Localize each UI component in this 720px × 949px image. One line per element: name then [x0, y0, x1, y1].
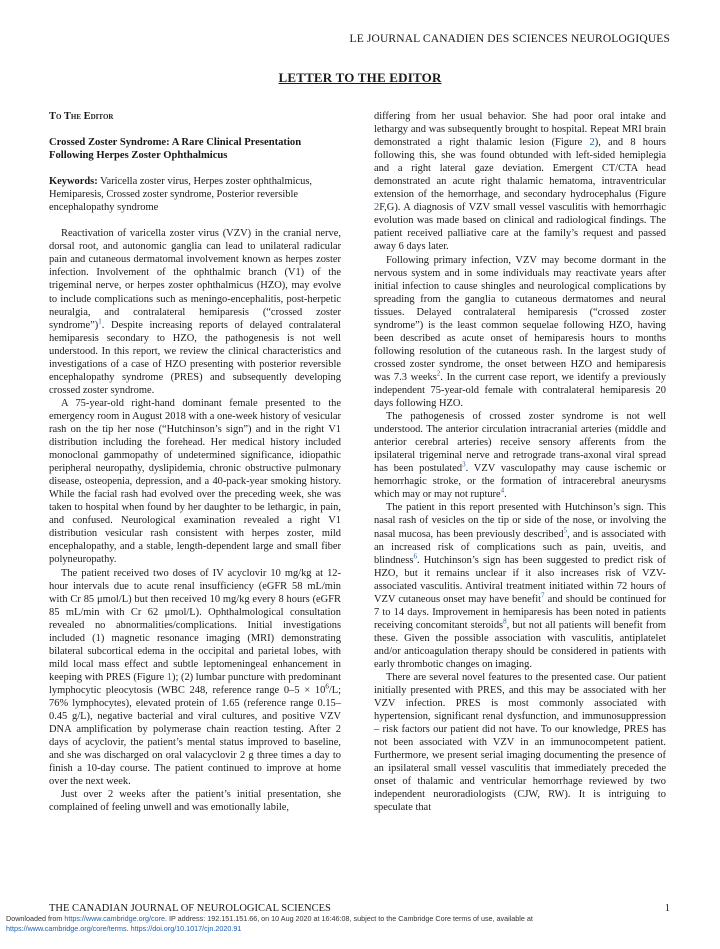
reference-link[interactable]: 1 — [98, 317, 102, 326]
keywords-text: Varicella zoster virus, Herpes zoster ophthalmicus, Hemiparesis, Crossed zoster syndrome, Posterior reversible encephalopathy syndrome — [49, 176, 312, 214]
footer-journal-name: THE CANADIAN JOURNAL OF NEUROLOGICAL SCIENCES — [49, 903, 331, 914]
paragraph-followup: Just over 2 weeks after the patient’s initial presentation, she complained of feeling unwell and was emotionally labile, — [49, 789, 341, 814]
section-title: LETTER TO THE EDITOR — [278, 70, 442, 85]
running-head: LE JOURNAL CANADIEN DES SCIENCES NEUROLOGIQUES — [349, 33, 670, 45]
paragraph-case: A 75-year-old right-hand dominant female presented to the emergency room in August 2018 with a one-week history of vesicular rash on the tip her nose (“Hutchinson’s sign”) and in the right V1 distribution including the forehead. Her medical history included monoclonal gammopathy of undetermined significance, idiopathic peripheral neuropathy, dyslipidemia, chronic obstructive pulmonary disease, osteopenia, depression, and a 40-pack-year smoking history. While the facial rash had evolved over the preceding week, she was taken to hospital when found by her daughter to be lethargic, in pain, and confused. Neurological examination revealed a right V1 distribution vesicular rash consistent with herpes zoster, mild encephalopathy, and a stable, length-dependent large and small fiber polyneuropathy. — [49, 397, 341, 566]
download-notice: Downloaded from https://www.cambridge.org/core. IP address: 192.151.151.66, on 10 Aug 2020 at 16:46:08, subject to the Cambridge Core terms of use, available at https://www.cambridge.org/core/terms. https://doi.org/10.1017/cjn.2020.91 — [6, 914, 533, 933]
reference-link[interactable]: 3 — [462, 460, 466, 469]
reference-link[interactable]: 7 — [541, 591, 545, 600]
keywords — [49, 175, 341, 214]
paragraph-hutchinson: The patient in this report presented with Hutchinson’s sign. This nasal rash of vesicles on the tip or side of the nose, or involving the nasal mucosa, has been previously described$^5$, and is associated with an increased risk of complications such as pain, uveitis, and blindness$^6$. Hutchinson’s sign has been suggested to predict risk of HZO, but it remains unclear if it also increases risk of VZV-associated vasculitis. Antiviral treatment initiated within 72 hours of VZV cutaneous onset may have benefit$^7$ and should be continued for 7 to 14 days. Improvement in hemiparesis has been noted in patients receiving concomitant steroids$^8$, but not all patients will benefit from these. Given the possible association with vasculitis, antiplatelet and/or anticoagulation therapy should be considered in patients with early thrombotic changes on imaging. — [374, 502, 667, 670]
page-number: 1 — [664, 903, 670, 914]
paragraph-pathogenesis: The pathogenesis of crossed zoster syndrome is not well understood. The anterior circulation intracranial arteries (middle and anterior cerebral arteries) receive sensory afferents from the ipsilateral trigeminal nerve and retrograde trans-axonal viral spread has been postulated$^3$. VZV vasculopathy may cause ischemic or hemorrhagic stroke, or the formation of intracerebral aneurysms which may or may not rupture$^4$. — [374, 411, 666, 501]
paragraph-intro: Reactivation of varicella zoster virus (VZV) in the cranial nerve, dorsal root, and autonomic ganglia can lead to unilateral radicular pain and cutaneous dermatomal involvement known as herpes zoster infection. Involvement of the ophthalmic branch (V1) of the trigeminal nerve, or herpes zoster ophthalmicus (HZO), may evolve to include complications such as meningo-encephalitis, post-herpetic neuralgia, and contralateral hemiparesis (“crossed zoster syndrome”)$^1$. Despite increasing reports of delayed contralateral hemiparesis secondary to HZO, the pathogenesis is not well understood. In this report, we review the clinical characteristics and investigations of a case of HZO presenting with posterior reversible encephalopathy syndrome (PRES) and subsequently developing crossed zoster syndrome. — [49, 228, 341, 396]
doi-link[interactable]: https://doi.org/10.1017/cjn.2020.91 — [130, 924, 242, 933]
paragraph-primary-infection: Following primary infection, VZV may become dormant in the nervous system and in some individuals may reactivate years after initial infection to cause shingles and neurological complications by spreading from the ganglia to cutaneous dermatomes and neural tissues. Delayed contralateral hemiparesis (“crossed zoster syndrome”) is the least common sequelae following HZO, having been described as acute onset of hemiparesis hours to months following resolution of the cutaneous rash. In the largest study of crossed zoster syndrome, the onset between HZO and hemiparesis was 7.3 weeks$^2$. In the current case report, we identify a previously independent 75-year-old female with contralateral hemiparesis 20 days following HZO. — [374, 254, 666, 410]
paragraph-novel-features: There are several novel features to the presented case. Our patient initially presented with PRES, and this may be associated with her VZV infection. PRES is most commonly associated with hypertension, significant renal dysfunction, and immunosuppression – risk factors our patient did not have. To our knowledge, PRES has not been associated with VZV in an immunocompetent patient. Furthermore, we present serial imaging documenting the presence of an ipsilateral small vessel vasculitis that immediately preceded the onset of thalamic and ventricular hemorrhage reviewed by two independent neuroradiologists (CJW, RW). It is intriguing to speculate that — [374, 672, 666, 814]
keywords-label: Keywords: — [49, 176, 98, 188]
terms-link[interactable]: https://www.cambridge.org/core/terms — [6, 924, 127, 933]
reference-link[interactable]: 2 — [436, 369, 441, 378]
paragraph-treatment: The patient received two doses of IV acyclovir 10 mg/kg at 12-hour intervals due to acute renal insufficiency (eGFR 58 mL/min with Cr 85 μmol/L) but then received 10 mg/kg every 8 hours (eGFR 85 mL/min with Cr 62 μmol/L). Ophthalmological consultation revealed no abnormalities/complications. Initial investigations included (1) magnetic resonance imaging (MRI) demonstrating bilateral subcortical edema in the occipital and parietal lobes, with mild local mass effect and subtle leptomeningeal enhancement in keeping with PRES (Figure 1); (2) lumbar puncture with predominant lymphocytic pleocytosis (WBC 248, reference range $0-5 \times 10^6/L$; 76% lymphocytes), elevated protein of 1.65 (reference range 0.15–0.45 g/L), negative bacterial and viral cultures, and positive VZV DNA amplification by polymerase chain reaction testing. After 2 days of acyclovir, the patient’s mental status improved to baseline, and she was discharged on oral valacyclovir 2 g three times a day to finish a 10-day course. The patient continued to improve at home over the next week. — [49, 567, 341, 788]
reference-link[interactable]: 6 — [413, 552, 417, 561]
superscript: 6 — [325, 682, 329, 691]
figure-link[interactable]: 2 — [589, 137, 595, 149]
left-column — [49, 110, 341, 814]
figure-link[interactable]: 2 — [374, 202, 380, 214]
reference-link[interactable]: 4 — [500, 486, 505, 495]
paragraph-continued: differing from her usual behavior. She had poor oral intake and lethargy and was subsequently brought to hospital. Repeat MRI brain demonstrated a right thalamic lesion (Figure 2), and 8 hours following this, she was found obtunded with left-sided hemiplegia and a right lateral gaze deviation. Emergent CT/CTA head demonstrated an acute right thalamic hematoma, intraventricular extension of the hemorrhage, and secondary hydrocephalus (Figure 2F,G). A diagnosis of VZV small vessel vasculitis with hemorrhagic evolution was made based on clinical and radiological findings. The patient received palliative care at the family’s request and passed away 6 days later. — [374, 111, 666, 253]
article-title: Crossed Zoster Syndrome: A Rare Clinical Presentation Following Herpes Zoster Ophthalmicus — [49, 137, 302, 162]
reference-link[interactable]: 8 — [503, 617, 507, 626]
to-the-editor-heading: To The Editor — [49, 111, 114, 122]
cambridge-core-link[interactable]: https://www.cambridge.org/core — [64, 914, 166, 923]
reference-link[interactable]: 5 — [563, 526, 568, 535]
right-column — [374, 110, 666, 815]
figure-link[interactable]: 1 — [166, 671, 172, 683]
